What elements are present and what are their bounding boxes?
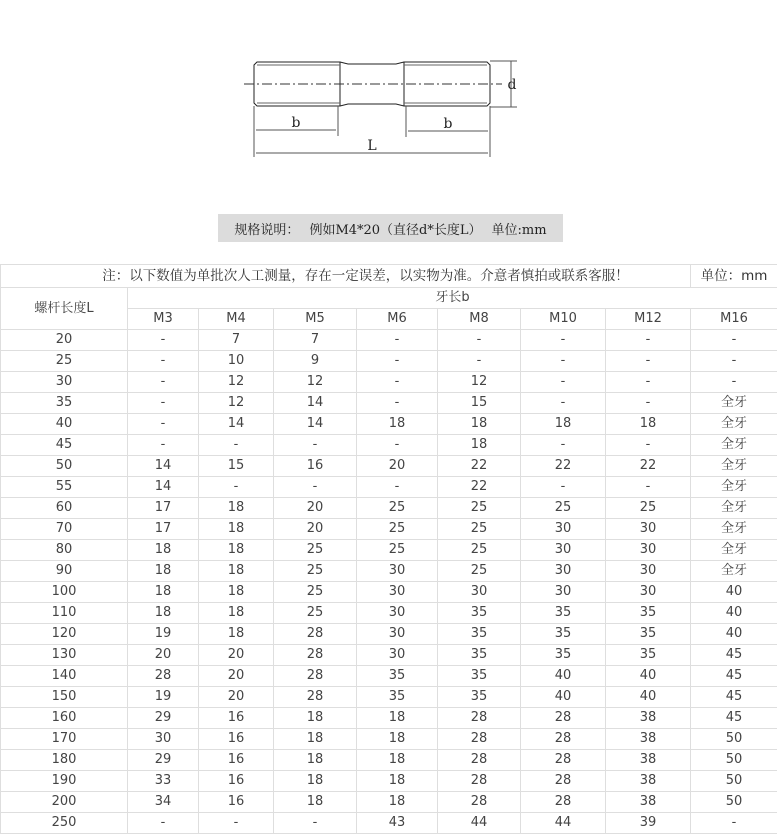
diameter-label: d bbox=[508, 77, 517, 93]
thread-length-cell: 25 bbox=[521, 498, 606, 519]
thread-length-cell: 18 bbox=[357, 792, 438, 813]
thread-length-cell: 18 bbox=[128, 603, 199, 624]
length-cell: 80 bbox=[1, 540, 128, 561]
length-cell: 150 bbox=[1, 687, 128, 708]
thread-length-cell: 25 bbox=[438, 561, 521, 582]
table-row bbox=[1, 666, 777, 687]
thread-length-cell: 16 bbox=[199, 771, 274, 792]
thread-length-cell: 18 bbox=[199, 603, 274, 624]
thread-length-cell: 35 bbox=[521, 603, 606, 624]
thread-length-cell: 16 bbox=[274, 456, 357, 477]
table-row bbox=[1, 771, 777, 792]
thread-length-cell: - bbox=[274, 477, 357, 498]
thread-length-cell: - bbox=[606, 372, 691, 393]
thread-length-cell: 30 bbox=[606, 582, 691, 603]
table-row bbox=[1, 519, 777, 540]
thread-length-cell: - bbox=[128, 414, 199, 435]
thread-length-cell: - bbox=[128, 372, 199, 393]
thread-length-cell: 30 bbox=[357, 645, 438, 666]
b-right-label: b bbox=[444, 116, 453, 132]
thread-length-cell: 12 bbox=[274, 372, 357, 393]
thread-length-cell: 39 bbox=[606, 813, 691, 834]
thread-length-cell: - bbox=[357, 393, 438, 414]
thread-length-cell: 25 bbox=[357, 519, 438, 540]
thread-length-cell: 全牙 bbox=[691, 456, 777, 477]
thread-length-cell: 17 bbox=[128, 519, 199, 540]
thread-length-cell: 28 bbox=[274, 624, 357, 645]
thread-length-cell: - bbox=[521, 477, 606, 498]
thread-length-cell: 44 bbox=[438, 813, 521, 834]
thread-length-cell: 18 bbox=[128, 540, 199, 561]
thread-length-cell: 28 bbox=[521, 750, 606, 771]
thread-length-cell: 18 bbox=[438, 435, 521, 456]
thread-length-cell: - bbox=[128, 813, 199, 834]
thread-length-cell: - bbox=[521, 435, 606, 456]
thread-length-cell: 28 bbox=[128, 666, 199, 687]
thread-length-cell: 45 bbox=[691, 687, 777, 708]
thread-length-cell: - bbox=[691, 813, 777, 834]
unit-text: 单位：mm bbox=[691, 265, 777, 288]
length-cell: 110 bbox=[1, 603, 128, 624]
thread-length-cell: 30 bbox=[521, 540, 606, 561]
thread-length-cell: 38 bbox=[606, 708, 691, 729]
table-row bbox=[1, 624, 777, 645]
length-label: L bbox=[367, 138, 376, 154]
thread-length-cell: 28 bbox=[521, 792, 606, 813]
thread-length-cell: 18 bbox=[357, 414, 438, 435]
thread-length-cell: 35 bbox=[521, 624, 606, 645]
thread-length-cell: 35 bbox=[357, 666, 438, 687]
table-row bbox=[1, 540, 777, 561]
thread-length-cell: 12 bbox=[199, 372, 274, 393]
thread-length-cell: 38 bbox=[606, 729, 691, 750]
thread-length-cell: - bbox=[128, 351, 199, 372]
table-row bbox=[1, 477, 777, 498]
thread-length-cell: 18 bbox=[199, 561, 274, 582]
thread-length-cell: - bbox=[357, 477, 438, 498]
thread-length-cell: 22 bbox=[606, 456, 691, 477]
thread-length-cell: 16 bbox=[199, 729, 274, 750]
thread-length-cell: - bbox=[357, 351, 438, 372]
length-cell: 35 bbox=[1, 393, 128, 414]
length-cell: 25 bbox=[1, 351, 128, 372]
thread-length-cell: - bbox=[691, 330, 777, 351]
thread-length-cell: - bbox=[357, 372, 438, 393]
thread-length-cell: - bbox=[274, 435, 357, 456]
thread-length-cell: 18 bbox=[199, 519, 274, 540]
table-row bbox=[1, 372, 777, 393]
length-cell: 140 bbox=[1, 666, 128, 687]
thread-length-cell: 22 bbox=[438, 477, 521, 498]
thread-length-cell: - bbox=[606, 330, 691, 351]
thread-length-cell: 18 bbox=[274, 792, 357, 813]
note-row bbox=[1, 265, 777, 288]
column-header: M8 bbox=[438, 309, 521, 330]
thread-length-cell: 20 bbox=[199, 645, 274, 666]
thread-length-cell: 18 bbox=[274, 750, 357, 771]
thread-length-cell: - bbox=[521, 372, 606, 393]
thread-length-cell: 40 bbox=[606, 666, 691, 687]
thread-length-cell: 50 bbox=[691, 729, 777, 750]
thread-length-cell: 16 bbox=[199, 792, 274, 813]
length-cell: 130 bbox=[1, 645, 128, 666]
table-row bbox=[1, 645, 777, 666]
spec-unit: 单位:mm bbox=[492, 219, 547, 238]
table-row bbox=[1, 351, 777, 372]
thread-length-cell: 18 bbox=[128, 582, 199, 603]
thread-length-cell: 45 bbox=[691, 708, 777, 729]
thread-length-cell: 35 bbox=[438, 624, 521, 645]
group-header-thread-length: 牙长b bbox=[128, 288, 777, 309]
thread-length-cell: 20 bbox=[357, 456, 438, 477]
thread-length-cell: 22 bbox=[521, 456, 606, 477]
column-header: M3 bbox=[128, 309, 199, 330]
length-cell: 60 bbox=[1, 498, 128, 519]
table-row bbox=[1, 456, 777, 477]
row-header-length: 螺杆长度L bbox=[1, 288, 128, 330]
thread-length-cell: 38 bbox=[606, 771, 691, 792]
thread-length-cell: 全牙 bbox=[691, 519, 777, 540]
thread-length-cell: - bbox=[521, 330, 606, 351]
table-row bbox=[1, 729, 777, 750]
thread-length-cell: 35 bbox=[438, 603, 521, 624]
thread-length-cell: 30 bbox=[438, 582, 521, 603]
thread-length-cell: 全牙 bbox=[691, 393, 777, 414]
thread-length-cell: - bbox=[691, 372, 777, 393]
column-header: M6 bbox=[357, 309, 438, 330]
thread-length-cell: 50 bbox=[691, 792, 777, 813]
thread-length-cell: 12 bbox=[438, 372, 521, 393]
thread-length-cell: 30 bbox=[357, 561, 438, 582]
thread-length-cell: 14 bbox=[128, 477, 199, 498]
thread-length-cell: 19 bbox=[128, 624, 199, 645]
thread-length-cell: - bbox=[199, 477, 274, 498]
spec-label: 规格说明： bbox=[234, 219, 299, 238]
thread-length-cell: 35 bbox=[606, 624, 691, 645]
thread-length-cell: 40 bbox=[521, 666, 606, 687]
stud-bolt-diagram bbox=[230, 40, 530, 170]
thread-length-cell: 15 bbox=[199, 456, 274, 477]
thread-length-cell: - bbox=[128, 330, 199, 351]
table-row bbox=[1, 582, 777, 603]
thread-length-cell: 50 bbox=[691, 771, 777, 792]
thread-length-cell: 18 bbox=[199, 540, 274, 561]
thread-length-cell: 38 bbox=[606, 792, 691, 813]
thread-length-cell: 17 bbox=[128, 498, 199, 519]
length-cell: 170 bbox=[1, 729, 128, 750]
thread-length-cell: 40 bbox=[691, 582, 777, 603]
column-header: M4 bbox=[199, 309, 274, 330]
table-row bbox=[1, 708, 777, 729]
thread-length-cell: - bbox=[606, 435, 691, 456]
thread-length-cell: 28 bbox=[521, 729, 606, 750]
b-left-label: b bbox=[292, 115, 301, 131]
thread-length-cell: - bbox=[199, 435, 274, 456]
thread-length-cell: 28 bbox=[274, 666, 357, 687]
thread-length-cell: 35 bbox=[357, 687, 438, 708]
thread-length-cell: 25 bbox=[274, 603, 357, 624]
thread-length-cell: 25 bbox=[438, 540, 521, 561]
thread-length-cell: 28 bbox=[438, 771, 521, 792]
thread-length-cell: 30 bbox=[357, 582, 438, 603]
thread-length-table bbox=[0, 264, 777, 834]
header-row bbox=[1, 288, 777, 309]
column-header: M10 bbox=[521, 309, 606, 330]
thread-length-cell: 全牙 bbox=[691, 561, 777, 582]
length-cell: 200 bbox=[1, 792, 128, 813]
thread-length-cell: 15 bbox=[438, 393, 521, 414]
thread-length-cell: 14 bbox=[274, 414, 357, 435]
thread-length-cell: 14 bbox=[199, 414, 274, 435]
thread-length-cell: - bbox=[521, 393, 606, 414]
table-row bbox=[1, 561, 777, 582]
thread-length-cell: 40 bbox=[606, 687, 691, 708]
thread-length-cell: 44 bbox=[521, 813, 606, 834]
thread-length-cell: 全牙 bbox=[691, 498, 777, 519]
thread-length-cell: 28 bbox=[274, 645, 357, 666]
thread-length-cell: 30 bbox=[606, 519, 691, 540]
thread-length-cell: 7 bbox=[274, 330, 357, 351]
thread-length-cell: 25 bbox=[274, 540, 357, 561]
thread-length-cell: 20 bbox=[274, 498, 357, 519]
thread-length-cell: 35 bbox=[438, 687, 521, 708]
thread-length-cell: 18 bbox=[357, 729, 438, 750]
thread-length-cell: - bbox=[606, 477, 691, 498]
thread-length-cell: 18 bbox=[606, 414, 691, 435]
thread-length-cell: 45 bbox=[691, 645, 777, 666]
thread-length-cell: 25 bbox=[357, 540, 438, 561]
thread-length-cell: 20 bbox=[199, 687, 274, 708]
thread-length-cell: 18 bbox=[199, 582, 274, 603]
thread-length-cell: 40 bbox=[521, 687, 606, 708]
thread-length-cell: 全牙 bbox=[691, 435, 777, 456]
thread-length-cell: - bbox=[606, 351, 691, 372]
thread-length-cell: 20 bbox=[128, 645, 199, 666]
thread-length-cell: 30 bbox=[357, 624, 438, 645]
length-cell: 190 bbox=[1, 771, 128, 792]
thread-length-cell: 全牙 bbox=[691, 477, 777, 498]
thread-length-cell: 10 bbox=[199, 351, 274, 372]
thread-length-cell: 40 bbox=[691, 603, 777, 624]
thread-length-cell: - bbox=[606, 393, 691, 414]
thread-length-cell: - bbox=[274, 813, 357, 834]
thread-length-cell: 30 bbox=[357, 603, 438, 624]
thread-length-cell: - bbox=[357, 435, 438, 456]
thread-length-cell: 18 bbox=[357, 771, 438, 792]
thread-length-cell: 25 bbox=[274, 582, 357, 603]
length-cell: 250 bbox=[1, 813, 128, 834]
thread-length-cell: 18 bbox=[438, 414, 521, 435]
thread-length-cell: 35 bbox=[606, 603, 691, 624]
thread-length-cell: 35 bbox=[438, 666, 521, 687]
thread-length-cell: 25 bbox=[274, 561, 357, 582]
thread-length-cell: 7 bbox=[199, 330, 274, 351]
length-cell: 20 bbox=[1, 330, 128, 351]
length-cell: 45 bbox=[1, 435, 128, 456]
thread-length-cell: 30 bbox=[521, 582, 606, 603]
thread-length-cell: 18 bbox=[357, 750, 438, 771]
thread-length-cell: 28 bbox=[438, 750, 521, 771]
thread-length-cell: - bbox=[128, 393, 199, 414]
table-row bbox=[1, 813, 777, 834]
table-row bbox=[1, 498, 777, 519]
thread-length-cell: - bbox=[438, 351, 521, 372]
length-cell: 100 bbox=[1, 582, 128, 603]
thread-length-cell: 全牙 bbox=[691, 540, 777, 561]
thread-length-cell: 18 bbox=[521, 414, 606, 435]
thread-length-cell: 16 bbox=[199, 750, 274, 771]
thread-length-cell: 30 bbox=[521, 561, 606, 582]
thread-length-cell: 18 bbox=[274, 729, 357, 750]
table-row bbox=[1, 603, 777, 624]
thread-length-cell: 25 bbox=[438, 498, 521, 519]
thread-length-cell: 30 bbox=[128, 729, 199, 750]
length-cell: 160 bbox=[1, 708, 128, 729]
thread-length-cell: 20 bbox=[274, 519, 357, 540]
thread-length-cell: - bbox=[128, 435, 199, 456]
thread-length-cell: 16 bbox=[199, 708, 274, 729]
thread-length-cell: 28 bbox=[438, 729, 521, 750]
thread-length-cell: 43 bbox=[357, 813, 438, 834]
thread-length-cell: 22 bbox=[438, 456, 521, 477]
table-row bbox=[1, 414, 777, 435]
table-row bbox=[1, 687, 777, 708]
thread-length-cell: 34 bbox=[128, 792, 199, 813]
thread-length-cell: 18 bbox=[199, 498, 274, 519]
table-row bbox=[1, 330, 777, 351]
thread-length-cell: 18 bbox=[357, 708, 438, 729]
thread-length-cell: 29 bbox=[128, 750, 199, 771]
thread-length-cell: 全牙 bbox=[691, 414, 777, 435]
table-row bbox=[1, 435, 777, 456]
spec-description bbox=[218, 214, 563, 242]
thread-length-cell: 28 bbox=[438, 792, 521, 813]
thread-length-cell: 50 bbox=[691, 750, 777, 771]
length-cell: 180 bbox=[1, 750, 128, 771]
thread-length-cell: 18 bbox=[128, 561, 199, 582]
length-cell: 30 bbox=[1, 372, 128, 393]
length-cell: 70 bbox=[1, 519, 128, 540]
thread-length-cell: 38 bbox=[606, 750, 691, 771]
column-header: M12 bbox=[606, 309, 691, 330]
length-cell: 40 bbox=[1, 414, 128, 435]
thread-length-cell: 35 bbox=[606, 645, 691, 666]
thread-length-cell: 14 bbox=[274, 393, 357, 414]
thread-length-cell: 25 bbox=[357, 498, 438, 519]
thread-length-cell: - bbox=[438, 330, 521, 351]
thread-length-cell: - bbox=[521, 351, 606, 372]
table-row bbox=[1, 792, 777, 813]
thread-length-cell: 12 bbox=[199, 393, 274, 414]
thread-length-cell: 18 bbox=[199, 624, 274, 645]
length-cell: 50 bbox=[1, 456, 128, 477]
column-header: M5 bbox=[274, 309, 357, 330]
thread-length-cell: 30 bbox=[606, 540, 691, 561]
column-header: M16 bbox=[691, 309, 777, 330]
thread-length-cell: - bbox=[357, 330, 438, 351]
thread-length-cell: 25 bbox=[606, 498, 691, 519]
thread-length-cell: 45 bbox=[691, 666, 777, 687]
thread-length-cell: 30 bbox=[606, 561, 691, 582]
thread-length-cell: 29 bbox=[128, 708, 199, 729]
length-cell: 90 bbox=[1, 561, 128, 582]
thread-length-cell: 28 bbox=[521, 771, 606, 792]
spec-example: 例如M4*20（直径d*长度L） bbox=[309, 219, 481, 238]
thread-length-cell: 35 bbox=[438, 645, 521, 666]
length-cell: 120 bbox=[1, 624, 128, 645]
thread-length-cell: 30 bbox=[521, 519, 606, 540]
table-row bbox=[1, 750, 777, 771]
thread-length-cell: 20 bbox=[199, 666, 274, 687]
thread-length-cell: - bbox=[691, 351, 777, 372]
thread-length-cell: - bbox=[199, 813, 274, 834]
thread-length-cell: 18 bbox=[274, 771, 357, 792]
thread-length-cell: 14 bbox=[128, 456, 199, 477]
thread-length-cell: 25 bbox=[438, 519, 521, 540]
thread-length-cell: 40 bbox=[691, 624, 777, 645]
table-row bbox=[1, 393, 777, 414]
thread-length-cell: 19 bbox=[128, 687, 199, 708]
thread-length-cell: 28 bbox=[438, 708, 521, 729]
thread-length-cell: 33 bbox=[128, 771, 199, 792]
thread-length-cell: 9 bbox=[274, 351, 357, 372]
thread-length-cell: 35 bbox=[521, 645, 606, 666]
thread-length-cell: 28 bbox=[521, 708, 606, 729]
length-cell: 55 bbox=[1, 477, 128, 498]
thread-length-cell: 18 bbox=[274, 708, 357, 729]
note-text: 注：以下数值为单批次人工测量，存在一定误差，以实物为准。介意者慎拍或联系客服！ bbox=[1, 265, 691, 288]
thread-length-cell: 28 bbox=[274, 687, 357, 708]
